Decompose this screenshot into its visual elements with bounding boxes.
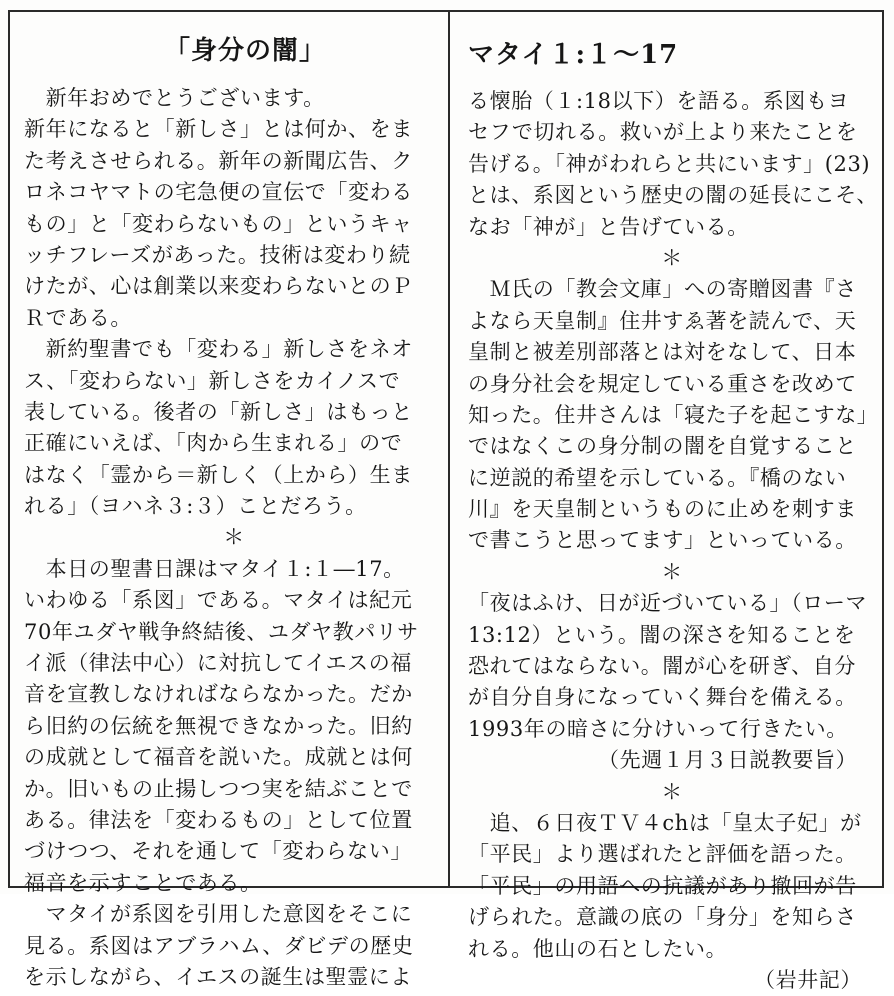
- left-body: [24, 83, 444, 993]
- text-line: ある。律法を「変わるもの」として位置: [24, 807, 413, 832]
- text-line: もの」と「変わらないもの」というキャ: [24, 211, 413, 236]
- text-line: 恐れてはならない。闇が心を研ぎ、自分: [468, 654, 856, 679]
- text-line: セフで切れる。救いが上より来たことを: [468, 120, 858, 145]
- text-line: 福音を示すことである。: [24, 870, 262, 895]
- text-line: の成就として福音を説いた。成就とは何: [24, 745, 413, 770]
- section-separator: ＊: [223, 525, 245, 550]
- text-line: る懐胎（１:18以下）を語る。系図もヨ: [468, 89, 850, 113]
- text-line: 音を宣教しなければならなかった。だか: [24, 682, 413, 707]
- section-separator: ＊: [661, 779, 683, 804]
- text-line: に逆説的希望を示している。『橋のない: [468, 465, 847, 490]
- text-line: 「夜はふけ、日が近づいている」（ローマ: [468, 591, 868, 616]
- text-line: ではなくこの身分制の闇を自覚すること: [468, 434, 857, 459]
- text-line: 13:12）という。闇の深さを知ることを: [468, 622, 856, 647]
- section-separator: ＊: [661, 245, 683, 270]
- text-line: 1993年の暗さに分けいって行きたい。: [468, 716, 848, 741]
- author-signature: （岩井記）: [754, 967, 862, 992]
- text-line: ら旧約の伝統を無視できなかった。旧約: [24, 713, 413, 738]
- right-heading: マタイ１:１～17: [468, 40, 679, 70]
- text-line: とは、系図という歴史の闇の延長にこそ、: [468, 183, 878, 208]
- text-line: 告げる。「神がわれらと共にいます」(23): [468, 151, 871, 176]
- section-separator: ＊: [661, 559, 683, 584]
- text-line: の身分社会を規定している重さを改めて: [468, 371, 857, 396]
- text-line: か。旧いもの止揚しつつ実を結ぶことで: [24, 776, 413, 801]
- text-line: ス、「変わらない」新しさをカイノスで: [24, 368, 401, 393]
- text-line: た考えさせられる。新年の新聞広告、ク: [24, 148, 413, 173]
- text-line: 新年おめでとうございます。: [24, 86, 325, 110]
- text-line: 70年ユダヤ戦争終結後、ユダヤ教パリサ: [24, 619, 419, 644]
- text-line: 見る。系図はアブラハム、ダビデの歴史: [24, 933, 414, 958]
- text-line: 新年になると「新しさ」とは何か、をま: [24, 117, 413, 142]
- text-line: れる。他山の石としたい。: [468, 936, 728, 961]
- text-line: 知った。住井さんは「寝た子を起こすな」: [468, 402, 879, 427]
- text-line: 追、６日夜ＴＶ４chは「皇太子妃」が: [468, 810, 862, 835]
- text-line: ロネコヤマトの宅急便の宣伝で「変わる: [24, 180, 413, 205]
- text-line: Ｒである。: [24, 305, 132, 330]
- text-line: はなく「霊から＝新しく（上から）生ま: [24, 462, 413, 487]
- text-line: よなら天皇制』住井すゑ著を読んで、天: [468, 308, 857, 333]
- text-line: ッチフレーズがあった。技術は変わり続: [24, 242, 411, 267]
- text-line: 表している。後者の「新しさ」はもっと: [24, 399, 413, 424]
- column-divider: [448, 10, 450, 888]
- text-line: づけつつ、それを通して「変わらない」: [24, 839, 412, 864]
- right-body: [468, 86, 879, 996]
- left-heading: 「身分の闇」: [164, 36, 327, 66]
- text-line: イ派（律法中心）に対抗してイエスの福: [24, 651, 412, 676]
- text-line: 正確にいえば、「肉から生まれる」ので: [24, 431, 403, 456]
- text-line: いわゆる「系図」である。マタイは紀元: [24, 588, 413, 613]
- text-line: なお「神が」と告げている。: [468, 214, 749, 239]
- text-line: 「平民」の用語への抗議があり撤回が告: [468, 873, 857, 898]
- text-line: 川』を天皇制というものに止めを刺すま: [468, 497, 857, 522]
- text-line: げられた。意識の底の「身分」を知らさ: [468, 905, 857, 930]
- text-line: Ｍ氏の「教会文庫」への寄贈図書『さ: [468, 277, 857, 302]
- text-line: 新約聖書でも「変わる」新しさをネオ: [24, 337, 413, 362]
- text-line: が自分自身になっていく舞台を備える。: [468, 685, 857, 710]
- sermon-note: （先週１月３日説教要旨）: [598, 748, 858, 773]
- text-line: れる」（ヨハネ３:３）ことだろう。: [24, 494, 367, 519]
- text-line: を示しながら、イエスの誕生は聖霊によ: [24, 964, 412, 989]
- text-line: で書こうと思ってます」といっている。: [468, 528, 857, 553]
- text-line: 本日の聖書日課はマタイ１:１―17。: [24, 556, 405, 581]
- text-line: マタイが系図を引用した意図をそこに: [24, 902, 413, 927]
- text-line: 皇制と被差別部落とは対をなして、日本: [468, 340, 857, 365]
- text-line: けたが、心は創業以来変わらないとのＰ: [24, 274, 413, 299]
- text-line: 「平民」より選ばれたと評価を語った。: [468, 842, 857, 867]
